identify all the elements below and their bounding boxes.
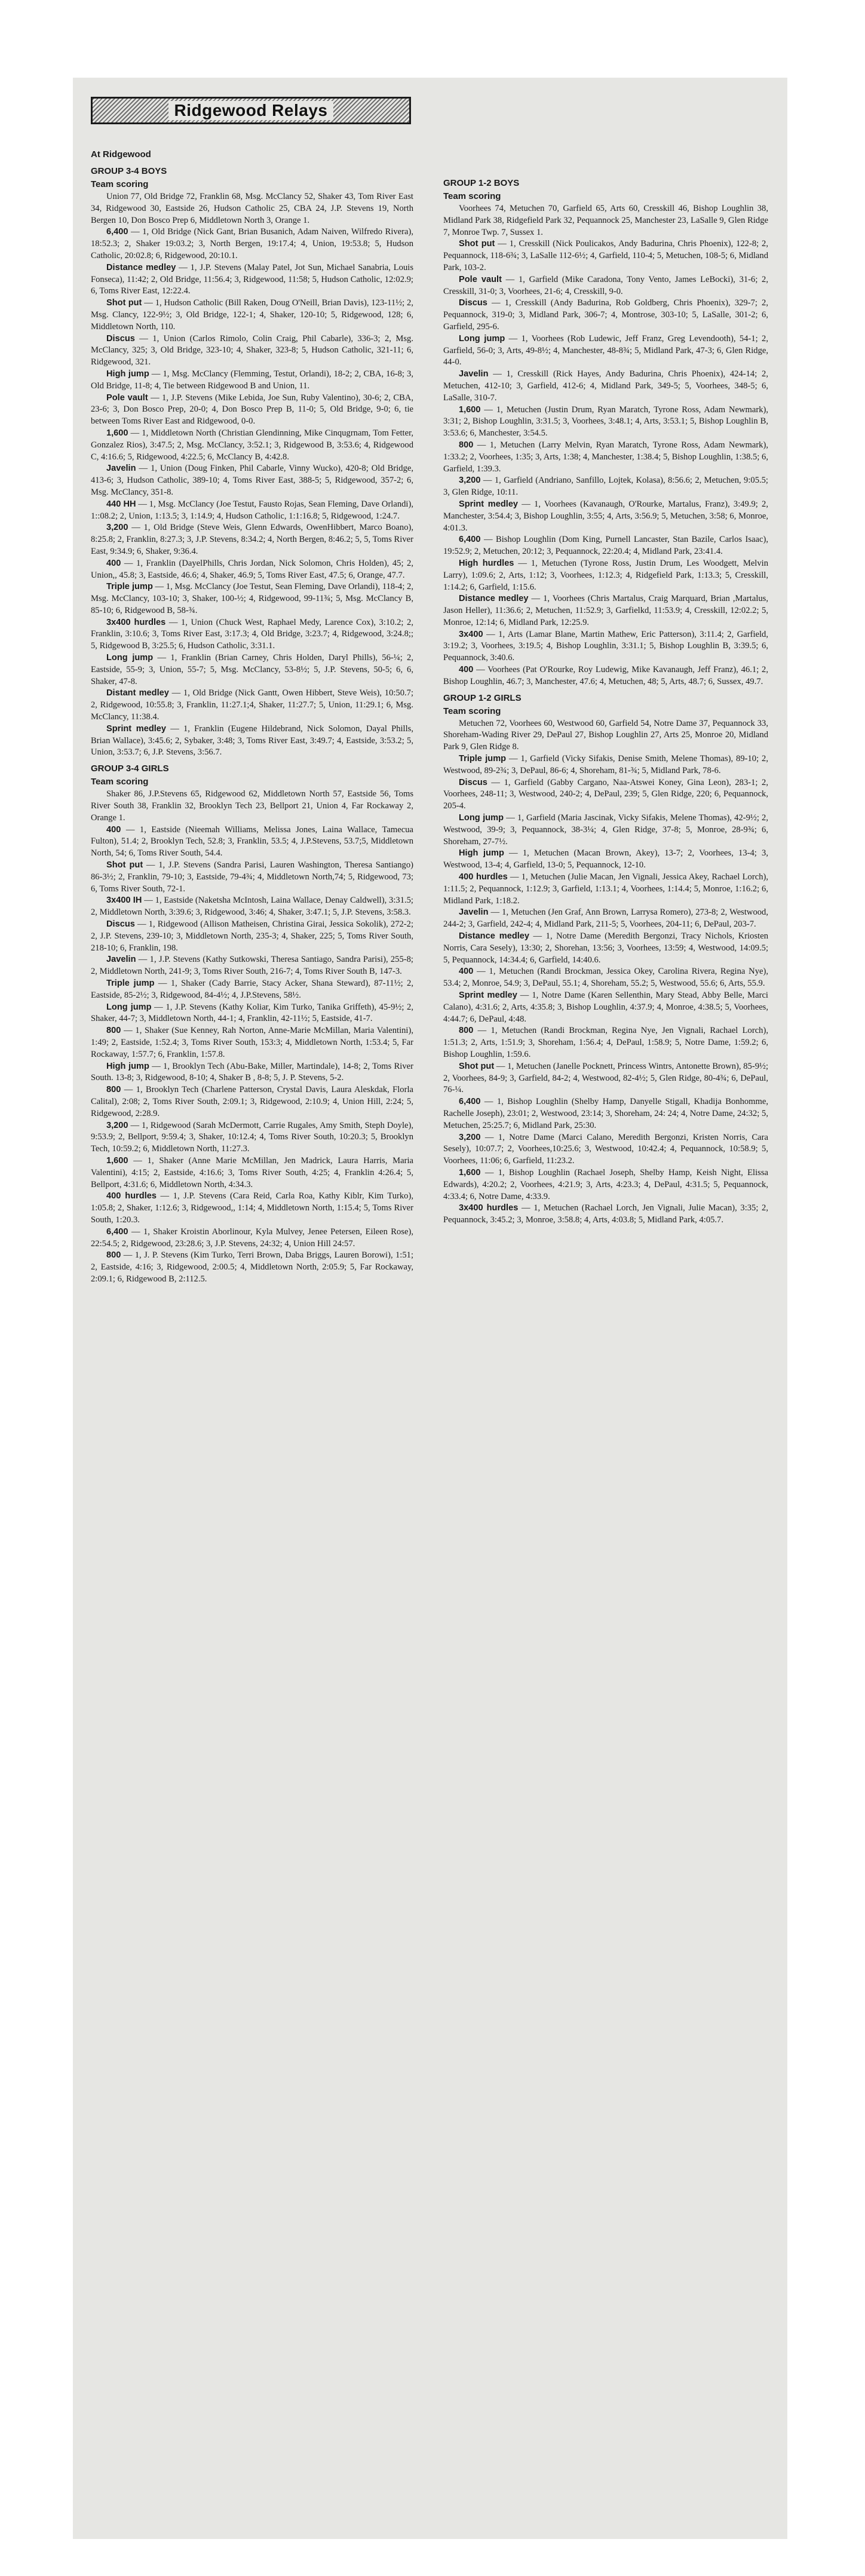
event-result: [91, 688, 413, 723]
section-group-3-4-boys: [91, 165, 413, 759]
event-result: [443, 593, 768, 628]
team-scoring-text: Metuchen 72, Voorhees 60, Westwood 60, Garfield 54, Notre Dame 37, Pequannock 33, Shoreham-Wading River 29, DePaul 27, Bishop Loughlin 27, Arts 25, Monroe 20, Midland Park 9, Glen Ridge 8.: [443, 718, 768, 752]
event-name: 1,600: [459, 1167, 481, 1177]
event-name: 6,400: [106, 227, 128, 237]
event-text: — 1, Metuchen (Larry Melvin, Ryan Maratch, Tyrone Ross, Adam Newmark), 1:33.2; 2, Voorhees, 1:35; 3, Arts, 1:38; 4, Manchester, 1:38.4; 5, Bishop Loughlin, 1:38.5; 6, Garfield, 1:39.3.: [443, 440, 768, 474]
event-text: — 1, Voorhees (Kavanaugh, O'Rourke, Martalus, Franz), 3:49.9; 2, Manchester, 3:54.4; 3, Bishop Loughlin, 3:55; 4, Arts, 3:56.9; 5, Metuchen, 3:58; 6, Monroe, 4:01.3.: [443, 499, 768, 533]
event-name: 400: [106, 558, 121, 568]
event-name: Triple jump: [459, 754, 507, 764]
event-text: — 1, Garfield (Maria Jascinak, Vicky Sifakis, Melene Thomas), 42-9½; 2, Westwood, 39-9; 3, Pequannock, 38-3¼; 4, Glen Ridge, 37-8; 5, Monroe, 28-9¾; 6, Shoreham, 27-7½.: [443, 813, 769, 847]
event-text: — 1, Brooklyn Tech (Abu-Bake, Miller, Martindale), 14-8; 2, Toms River South. 13-8; 3, Ridgewood, 8-10; 4, Shaker B , 8-8; 5, J. P. Stevens, 5-2.: [91, 1061, 413, 1083]
event-name: Shot put: [106, 298, 142, 308]
event-result: [91, 369, 413, 392]
event-name: 3,200: [459, 1132, 481, 1142]
event-name: High jump: [106, 1061, 149, 1071]
event-result: [91, 1025, 413, 1060]
event-result: [91, 652, 413, 688]
event-result: [91, 1061, 413, 1085]
event-result: [443, 333, 768, 369]
event-name: 400 hurdles: [106, 1191, 157, 1201]
event-text: — 1, Msg. McClancy (Joe Testut, Fausto Rojas, Sean Fleming, Dave Orlandi), 1::08.2; 2, Union, 1:13.5; 3, 1:14.9; 4, Hudson Catholic, 1:1:16.8; 5, Ridgewood, 1:24.7.: [91, 499, 413, 521]
event-result: [91, 499, 413, 523]
event-text: — 1, Garfield (Mike Caradona, Tony Vento, James LeBocki), 31-6; 2, Cresskill, 31-0; 3, Voorhees, 21-6; 4, Cresskill, 9-0.: [443, 274, 769, 296]
event-name: 3,200: [106, 523, 128, 533]
event-result: [91, 895, 413, 919]
event-result: [443, 931, 768, 966]
event-text: — 1, Notre Dame (Meredith Bergonzi, Tracy Nichols, Kriosten Norris, Cara Sesely), 13:30; 2, Shorehan, 13:56; 3, Voorhees, 13:59; 4, Westwood, 14:09.5; 5, Pequannock, 14:34.4; 6, Garfield, 14:40.6.: [443, 931, 768, 965]
team-scoring-text: Shaker 86, J.P.Stevens 65, Ridgewood 62, Middletown North 57, Eastside 56, Toms River South 38, Franklin 32, Brooklyn Tech 23, Bellport 21, Union 4, Far Rockaway 2, Orange 1.: [91, 789, 413, 823]
event-text: — 1, Garfield (Andriano, Sanfillo, Lojtek, Kolasa), 8:56.6; 2, Metuchen, 9:05.5; 3, Glen Ridge, 10:11.: [443, 476, 768, 498]
event-result: [91, 1120, 413, 1155]
event-result: [91, 723, 413, 759]
section-title: GROUP 3-4 GIRLS: [91, 763, 169, 774]
event-result: [91, 919, 413, 954]
event-result: [91, 558, 413, 582]
event-name: Discus: [106, 333, 135, 344]
event-text: — 1, Metuchen (Randi Brockman, Regina Nye, Jen Vignali, Rachael Lorch), 1:51.3; 2, Arts, 1:51.9; 3, Shoreham, 1:56.4; 4, DePaul, 1:58.9; 5, Notre Dame, 1:59.2; 6, Bishop Loughlin, 1:59.6.: [443, 1026, 768, 1059]
event-name: Long jump: [459, 813, 504, 823]
event-text: — 1, J.P. Stevens (Kathy Sutkowski, Theresa Santiago, Sandra Parisi), 255-8; 2, Middletown North, 241-9; 3, Toms River South, 216-7; 4, Toms River South B, 147-3.: [91, 955, 413, 977]
event-result: [443, 777, 768, 812]
event-text: — 1, Cresskill (Nick Poulicakos, Andy Badurina, Chris Phoenix), 122-8; 2, Pequannock, 118-6¾; 3, LaSalle 112-6½; 4, Garfield, 110-4; 5, Metuchen, 108-5; 6, Midland Park, 103-2.: [443, 239, 768, 272]
event-result: [443, 753, 768, 777]
event-result: [443, 629, 768, 664]
team-scoring-label: Team scoring: [91, 179, 149, 189]
event-name: Sprint medley: [459, 499, 519, 509]
event-text: — 1, J.P. Stevens (Malay Patel, Jot Sun, Michael Sanabria, Louis Fonseca), 11:42; 2, Old Bridge, 11:56.4; 3, Ridgewood, 11:58; 5, Hudson Catholic, 12:02.9; 6, Toms River East, 12:22.4.: [91, 262, 414, 296]
event-result: [91, 428, 413, 463]
event-text: — 1, Ridgewood (Sarah McDermott, Carrie Rugales, Amy Smith, Steph Doyle), 9:53.9; 2, Bellport, 9:59.4; 3, Shaker, 10:12.4; 4, Toms River South, 10:20.3; 5, Brooklyn Tech, 10:59.2; 6, Middletown North, 11:27.3.: [91, 1120, 413, 1154]
event-text: — 1, Eastside (Naketsha McIntosh, Laina Wallace, Denay Caldwell), 3:31.5; 2, Middletown North, 3:39.6; 3, Ridgewood, 3:46; 4, Shaker, 3:47.1; 5, J.P. Stevens, 3:58.3.: [91, 896, 413, 918]
event-text: — 1, Union (Chuck West, Raphael Medy, Larence Cox), 3:10.2; 2, Franklin, 3:10.6; 3, Toms River East, 3:17.3; 4, Old Bridge, 3:23.7; 4, Ridgewood, 3:24.8;; 5, Ridgewood B, 3:25.5; 6, Hudson Catholic, 3:31.1.: [91, 617, 413, 651]
event-result: [91, 333, 413, 369]
event-name: Long jump: [459, 333, 505, 344]
event-name: 1,600: [106, 428, 128, 438]
event-result: [443, 812, 768, 848]
event-text: — 1, Eastside (Nieemah Williams, Melissa Jones, Laina Wallace, Tamecua Fulton), 51.4; 2, Brooklyn Tech, 52.8; 3, Franklin, 53.5; 4, J.P.Stevens, 53.7;5, Middletown North, 54; 6, Toms River South, 54.4.: [91, 824, 413, 858]
event-result: [443, 1167, 768, 1203]
event-text: — 1, Arts (Lamar Blane, Martin Mathew, Eric Patterson), 3:11.4; 2, Garfield, 3:19.2; 3, Voorhees, 3:19.5; 4, Bishop Loughlin, 3:31.1; 5, Bishop Loughlin B, 3:39.5; 6, Pequannock, 3:40.6.: [443, 629, 768, 663]
event-result: [91, 226, 413, 262]
event-result: [91, 298, 413, 333]
event-result: [91, 954, 413, 978]
event-text: — 1, J. P. Stevens (Kim Turko, Terri Brown, Daba Briggs, Lauren Borowi), 1:51; 2, Eastside, 4:16; 3, Ridgewood, 2:00.5; 4, Middletown North, 2:05.9; 5, Far Rockaway, 2:09.1; 6, Ridgewood B, 2:112.5.: [91, 1250, 413, 1284]
event-text: — 1, Middletown North (Christian Glendinning, Mike Cinqugrnam, Tom Fetter, Gonzalez Rios), 3:47.5; 2, Msg. McClancy, 3:52.1; 3, Ridgewood B, 3:53.6; 4, Ridgewood C, 4:16.6; 5, Ridgewood, 4:22.5; 6, McClancy B, 4:42.8.: [91, 428, 413, 462]
event-name: Sprint medley: [459, 990, 517, 1000]
event-name: Discus: [459, 777, 487, 787]
event-text: — 1, Metuchen (Randi Brockman, Jessica Okey, Carolina Rivera, Regina Nye), 53.4; 2, Monroe, 54.9; 3, DePaul, 55.1; 4, Shoreham, 55.2; 5, Westwood, 55.6; 6, Arts, 55.9.: [443, 967, 768, 989]
event-name: 800: [106, 1085, 121, 1095]
event-name: Sprint medley: [106, 723, 167, 734]
event-name: High jump: [106, 369, 149, 379]
event-text: — 1, Bishop Loughlin (Shelby Hamp, Danyelle Stigall, Khadija Bonhomme, Rachelle Joseph), 23:01; 2, Westwood, 23:14; 3, Shoreham, 24: 24; 4, Notre Dame, 24:32; 5, Metuchen, 25:25.7; 6, Midland Park, 25:30.: [443, 1097, 768, 1130]
event-text: — 1, Franklin (Brian Carney, Chris Holden, Daryl Phills), 56-¼; 2, Eastside, 55-9; 3, Union, 55-7; 5, Msg. McClancy, 53-8½; 5, J.P. Stevens, 50-5; 6, 6, Shaker, 47-8.: [91, 653, 413, 686]
event-name: Discus: [106, 919, 135, 930]
event-name: Distance medley: [459, 594, 529, 604]
event-text: — 1, Cresskill (Rick Hayes, Andy Badurina, Chris Phoenix), 424-14; 2, Metuchen, 412-10; 3, Garfield, 412-6; 4, Midland Park, 349-5; 5, Voorhees, 348-5; 6, LaSalle, 310-7.: [443, 369, 768, 403]
event-name: 3x400 hurdles: [106, 617, 166, 627]
event-result: [91, 860, 413, 895]
team-scoring-label: Team scoring: [443, 191, 501, 201]
event-name: 1,600: [459, 404, 481, 415]
event-text: — 1, Metuchen (Janelle Pocknett, Princess Wintrs, Antonette Brown), 85-9½; 2, Voorhees, 84-9; 3, Garfield, 84-2; 4, Westwood, 82-4½; 5, Glen Ridge, 80-4¾; 6, DePaul, 76-¼.: [443, 1061, 768, 1095]
event-name: Shot put: [459, 1061, 495, 1071]
event-name: Distance medley: [459, 931, 530, 942]
event-name: 440 HH: [106, 499, 136, 509]
event-name: Long jump: [106, 1002, 152, 1012]
newspaper-clipping: [73, 78, 787, 2539]
event-result: [443, 1132, 768, 1167]
event-result: [443, 1203, 768, 1226]
section-title: GROUP 1-2 BOYS: [443, 178, 520, 188]
event-result: [91, 463, 413, 498]
event-result: [443, 475, 768, 499]
event-text: — 1, Brooklyn Tech (Charlene Patterson, Crystal Davis, Laura Aleskdak, Florla Calital), 2:08; 2, Toms River South, 2:09.1; 3, Ridgewood, 2:10.9; 4, Union Hill, 2:24; 5, Ridgewood, 2:28.9.: [91, 1085, 413, 1118]
event-name: 6,400: [459, 1097, 481, 1107]
team-scoring-label: Team scoring: [443, 706, 501, 716]
column-right: [443, 173, 768, 1226]
event-name: Pole vault: [459, 274, 502, 284]
event-name: 800: [459, 440, 474, 450]
event-result: [443, 274, 768, 298]
column-left: [91, 145, 413, 1286]
event-text: — 1, Old Bridge (Nick Gantt, Owen Hibbert, Steve Weis), 10:50.7; 2, Ridgewood, 10:55.8; 3, Franklin, 11:27.1;4, Shaker, 11:27.7; 5, Union, 11:29.1; 6, Msg. McClancy, 11:38.4.: [91, 688, 414, 722]
event-name: Triple jump: [106, 979, 155, 988]
event-name: 400: [106, 824, 121, 835]
event-text: — 1, Metuchen (Justin Drum, Ryan Maratch, Tyrone Ross, Adam Newmark), 3:31; 2, Bishop Loughlin, 3:31.5; 3, Voorhees, 3:48.1; 4, Arts, 3:53.1; 5, Bishop Loughlin B, 3:53.6; 6, Manchester, 3:54.5.: [443, 404, 768, 438]
event-name: High jump: [459, 848, 504, 858]
event-text: — 1, Union (Carlos Rimolo, Colin Craig, Phil Cabarle), 336-3; 2, Msg. McClancy, 325; 3, Old Bridge, 323-10; 4, Shaker, 323-8; 5, Hudson Catholic, 321-11; 6, Ridgewood, 321.: [91, 333, 413, 367]
event-text: — 1, J.P. Stevens (Mike Lebida, Joe Sun, Ruby Valentino), 30-6; 2, CBA, 23-6; 3, Don Bosco Prep, 20-0; 4, Don Bosco Prep B, 11-0; 5, Old Bridge, 9-0; 6, tie between Toms River East and Ridgewood, 0-0.: [91, 392, 413, 427]
event-result: [443, 440, 768, 475]
event-text: — 1, Franklin (DayelPhills, Chris Jordan, Nick Solomon, Chris Holden), 45; 2, Union,, 45.8; 3, Eastside, 46.6; 4, Shaker, 46.9; 5, Toms River East, 47.5; 6, Orange, 47.7.: [91, 558, 413, 580]
event-name: 400: [459, 665, 474, 675]
event-result: [443, 369, 768, 404]
event-result: [91, 978, 413, 1002]
team-scoring-text: Voorhees 74, Metuchen 70, Garfield 65, Arts 60, Cresskill 46, Bishop Loughlin 38, Midland Park 38, Ridgefield Park 32, Pequannock 25, Manchester 23, LaSalle 9, Glen Ridge 7, Monroe Twp. 7, Sussex 1.: [443, 204, 768, 237]
event-result: [443, 558, 768, 593]
event-result: [443, 990, 768, 1025]
event-text: — 1, Old Bridge (Nick Gant, Brian Busanich, Adam Naiven, Wilfredo Rivera), 18:52.3; 2, Shaker 19:03.2; 3, North Bergen, 19:17.4; 4, Union, 19:53.8; 5, Hudson Catholic, 20:02.8; 6, Ridgewood, 20:10.1.: [91, 227, 413, 260]
event-result: [443, 907, 768, 931]
event-text: — 1, Notre Dame (Marci Calano, Meredith Bergonzi, Kristen Norris, Cara Sesely), 10:07.7; 2, Voorhees,10:25.6; 3, Westwood, 10:42.4; 4, Pequannock, 10:58.9; 5, Voorhees, 11:06; 6, Garfield, 11:23.2.: [443, 1132, 768, 1166]
event-text: — 1, Ridgewood (Allison Matheisen, Christina Girai, Jessica Sokolik), 272-2; 2, J.P. Stevens, 239-10; 3, Middletown North, 235-3; 4, Shaker, 225; 5, Toms River South, 218-10; 6, Franklin, 198.: [91, 919, 413, 953]
event-name: Distance medley: [106, 262, 176, 272]
event-result: [91, 392, 413, 428]
event-result: [443, 499, 768, 534]
event-text: — 1, Shaker Kroistin Aborlinour, Kyla Mulvey, Jenee Petersen, Eileen Rose), 22:54.5; 2, Ridgewood, 23:28.6; 3, J.P. Stevens, 24:32; 4, Union Hill 24:57.: [91, 1226, 413, 1249]
event-text: — 1, Metuchen (Julie Macan, Jen Vignali, Jessica Akey, Rachael Lorch), 1:11.5; 2, Pequannock, 1:12.9; 3, Garfield, 1:13.1; 4, Voorhees, 1:14.4; 5, Monroe, 1:16.2; 6, Midland Park, 1:18.2.: [443, 872, 768, 906]
event-name: 800: [106, 1250, 121, 1261]
event-text: — 1, Bishop Loughlin (Rachael Joseph, Shelby Hamp, Keish Night, Elissa Edwards), 4:20.2; 2, Voorhees, 4:21.9; 3, Arts, 4:23.3; 4, DePaul, 4:31.5; 5, Pequannock, 4:33.4; 6, Notre Dame, 4:33.9.: [443, 1167, 768, 1201]
event-text: — 1, J.P. Stevens (Sandra Parisi, Lauren Washington, Theresa Santiango) 86-3½; 2, Franklin, 79-10; 3, Eastside, 79-4¾; 4, Middletown North,74; 5, Ridgewood, 73; 6, Toms River South, 72-1.: [91, 860, 413, 894]
event-result: [91, 1250, 413, 1285]
event-name: 3x400 hurdles: [459, 1203, 519, 1213]
event-result: [91, 522, 413, 557]
event-text: — 1, Franklin (Eugene Hildebrand, Nick Solomon, Dayal Phills, Brian Wallace), 3:45.6; 2, Sybaker, 3:48; 3, Toms River East, 3:49.7; 4, Eastside, 3:53.2; 5, Union, 3:53.7; 6, J.P. Stevens, 3:56.7.: [91, 723, 413, 758]
event-name: 1,600: [106, 1155, 128, 1166]
event-name: Pole vault: [106, 392, 148, 403]
section-title: GROUP 1-2 GIRLS: [443, 692, 522, 703]
event-text: — 1, Garfield (Gabby Cargano, Naa-Atswei Koney, Gina Leon), 283-1; 2, Voorhees, 248-11; 3, Westwood, 240-2; 4, DePaul, 239; 5, Glen Ridge, 220; 6, Pequannock, 205-4.: [443, 777, 768, 811]
event-name: 800: [459, 1026, 474, 1036]
event-result: [91, 1226, 413, 1250]
event-text: — 1, Garfield (Vicky Sifakis, Denise Smith, Melene Thomas), 89-10; 2, Westwood, 89-2¾; 3, DePaul, 86-6; 4, Shoreham, 81-¾; 5, Midland Park, 78-6.: [443, 754, 768, 775]
event-text: — 1, Msg. McClancy (Joe Testut, Sean Fleming, Dave Orlandi), 118-4; 2, Msg. McClancy, 103-10; 3, Shaker, 100-½; 4, Ridgewood, 99-11¾; 5, Msg. McClancy B, 85-10; 6, Ridgewood B, 58-¾.: [91, 582, 414, 615]
event-result: [443, 1096, 768, 1131]
event-result: [91, 824, 413, 860]
event-text: — 1, Union (Doug Finken, Phil Cabarle, Vinny Wucko), 420-8; Old Bridge, 413-6; 3, Hudson Catholic, 389-10; 4, Toms River East, 388-5; 5, Ridgewood, 357-2; 6, Msg. McClancy, 351-8.: [91, 464, 413, 497]
event-name: 3,200: [459, 476, 481, 486]
event-name: 6,400: [106, 1226, 128, 1237]
event-text: — 1, Notre Dame (Karen Sellenthin, Mary Stead, Abby Belle, Marci Calano), 4:31.6; 2, Arts, 4:35.8; 3, Bishop Loughlin, 4:37.9; 4, Monroe, 4:38.5; 5, Voorhees, 4:44.7; 6, DePaul, 4:48.: [443, 990, 768, 1024]
event-text: — 1, Voorhees (Chris Martalus, Craig Marquard, Brian ,Martalus, Jason Heller), 11:36.6; 2, Metuchen, 11:52.9; 3, Garfielkd, 11:53.9; 4, Cresskill, 12:02.2; 5, Monroe, 12:14; 6, Midland Park, 12:25.9.: [443, 594, 768, 627]
event-text: — 1, J.P. Stevens (Cara Reid, Carla Roa, Kathy Kiblr, Kim Turko), 1:05.8; 2, Shaker, 1:12.6; 3, Ridgewood,, 1:14; 4, Middletown North, 1:15.4; 5, Toms River South, 1:20.3.: [91, 1191, 413, 1225]
section-title: GROUP 3-4 BOYS: [91, 166, 167, 176]
event-text: — 1, Shaker (Sue Kenney, Rah Norton, Anne-Marie McMillan, Maria Valentini), 1:49; 2, Eastside, 1:52.4; 3, Toms River South, 153:3; 4, Middletown North, 1:53.4; 5, Far Rockaway, 1:57.7; 6, Franklin, 1:57.8.: [91, 1026, 413, 1059]
event-name: 6,400: [459, 535, 481, 545]
event-name: Long jump: [106, 653, 154, 663]
event-name: 3x400: [459, 629, 483, 639]
event-text: — 1, Metuchen (Jen Graf, Ann Brown, Larrysa Romero), 273-8; 2, Westwood, 244-2; 3, Garfield, 242-4; 4, Midland Park, 211-5; 5, Voorhees, 204-11; 6, DePaul, 203-7.: [443, 907, 768, 930]
section-group-1-2-girls: [443, 692, 768, 1226]
event-text: — 1, Metuchen (Rachael Lorch, Jen Vignali, Julie Macan), 3:35; 2, Pequannock, 3:45.2; 3, Monroe, 3:58.8; 4, Arts, 4:03.8; 5, Midland Park, 4:05.7.: [443, 1203, 768, 1225]
team-scoring-text: Union 77, Old Bridge 72, Franklin 68, Msg. McClancy 52, Shaker 43, Tom River East 34, Ridgewood 30, Eastside 26, Hudson Catholic 25, CBA 24, J.P. Stevens 19, North Bergen 10, Don Bosco Prep 6, Middletown North 3, Orange 1.: [91, 192, 413, 225]
event-name: 800: [106, 1026, 121, 1036]
event-result: [443, 404, 768, 440]
event-name: 400: [459, 967, 474, 977]
event-text: — 1, Metuchen (Macan Brown, Akey), 13-7; 2, Voorhees, 13-4; 3, Westwood, 13-4; 4, Garfield, 13-0; 5, Pequannock, 12-10.: [443, 848, 768, 870]
event-name: Discus: [459, 298, 487, 308]
event-name: 400 hurdles: [459, 872, 508, 882]
event-result: [443, 848, 768, 872]
event-name: Javelin: [459, 907, 489, 918]
event-name: 3,200: [106, 1120, 128, 1130]
event-result: [91, 1002, 413, 1026]
event-text: — 1, Voorhees (Rob Ludewic, Jeff Franz, Greg Levendooth), 54-1; 2, Garfield, 56-0; 3, Arts, 49-8½; 4, Manchester, 48-8¾; 5, Midland Park, 47-3; 6, Glen Ridge, 44-0.: [443, 333, 768, 367]
event-text: — 1, Hudson Catholic (Bill Raken, Doug O'Neill, Brian Davis), 123-11½; 2, Msg. Clancy, 122-9½; 3, Old Bridge, 122-1; 4, Shaker, 120-10; 5, Ridgewood, 128; 6, Middletown North, 110.: [91, 298, 414, 332]
event-name: High hurdles: [459, 558, 514, 568]
event-text: — 1, J.P. Stevens (Kathy Koliar, Kim Turko, Tanika Griffeth), 45-9½; 2, Shaker, 44-7; 3, Middletown North, 44-1; 4, Franklin, 42-11½; 5, Eastside, 41-7.: [91, 1002, 413, 1024]
event-result: [443, 966, 768, 990]
banner-title: Ridgewood Relays: [168, 101, 334, 120]
event-result: [91, 1191, 413, 1226]
event-name: Shot put: [459, 239, 495, 249]
event-name: 3x400 IH: [106, 896, 142, 906]
event-result: [443, 298, 768, 333]
event-name: Javelin: [106, 955, 136, 965]
event-text: — 1, Old Bridge (Steve Weis, Glenn Edwards, OwenHibbert, Marco Boano), 8:25.8; 2, Franklin, 8:27.3; 3, J.P. Stevens, 8:34.2; 4, North Bergen, 8:46.2; 5, 5, Toms River East, 9:34.9; 6, Shaker, 9:36.4.: [91, 523, 413, 556]
event-text: — 1, Shaker (Cady Barrie, Stacy Acker, Shana Steward), 87-11½; 2, Eastside, 85-2½; 3, Ridgewood, 84-4½; 4, J.P.Stevens, 58½.: [91, 979, 413, 1000]
event-text: — 1, Metuchen (Tyrone Ross, Justin Drum, Les Woodgett, Melvin Larry), 1:09.6; 2, Arts, 1:12; 3, Voorhees, 1:12.3; 4, Ridgefield Park, 1:13.3; 5, Cresskill, 1:14.2; 6, Garfield, 1:15.6.: [443, 558, 768, 592]
section-group-1-2-boys: [443, 177, 768, 688]
event-result: [443, 534, 768, 558]
event-result: [443, 1025, 768, 1060]
section-group-3-4-girls: [91, 762, 413, 1285]
event-name: Shot put: [106, 860, 143, 870]
event-text: — Bishop Loughlin (Dom King, Purnell Lancaster, Stan Bazile, Carlos Isaac), 19:52.9; 2, Metuchen, 20:12; 3, Pequannock, 22:20.4; 4, Midland Park, 23:41.4.: [443, 535, 768, 557]
location-heading: At Ridgewood: [91, 149, 151, 160]
banner: [91, 97, 411, 124]
event-result: [443, 664, 768, 688]
event-result: [443, 1061, 768, 1096]
event-text: — 1, Msg. McClancy (Flemming, Testut, Orlandi), 18-2; 2, CBA, 16-8; 3, Old Bridge, 11-8; 4, Tie between Ridgewood B and Union, 11.: [91, 369, 413, 391]
event-name: Distant medley: [106, 688, 169, 698]
event-name: Triple jump: [106, 582, 153, 592]
event-result: [91, 1155, 413, 1191]
event-text: — Voorhees (Pat O'Rourke, Roy Ludewig, Mike Kavanaugh, Jeff Franz), 46.1; 2, Bishop Loughlin, 46.7; 3, Manchester, 47.6; 4, Metuchen, 48; 5, Arts, 48.7; 6, Sussex, 49.7.: [443, 665, 768, 686]
event-result: [91, 1084, 413, 1120]
event-result: [443, 872, 768, 907]
event-name: Javelin: [106, 464, 136, 474]
event-name: Javelin: [459, 369, 489, 379]
event-result: [91, 581, 413, 617]
event-result: [91, 617, 413, 652]
event-text: — 1, Shaker (Anne Marie McMillan, Jen Madrick, Laura Harris, Maria Valentini), 4:15; 2, Eastside, 4:16.6; 3, Toms River South, 4:25; 4, Franklin 4:26.4; 5, Bellport, 4:31.6; 6, Middletown North, 4:34.3.: [91, 1155, 413, 1189]
event-result: [91, 262, 413, 298]
event-result: [443, 238, 768, 274]
event-text: — 1, Cresskill (Andy Badurina, Rob Goldberg, Chris Phoenix), 329-7; 2, Pequannock, 319-0; 3, Midland Park, 306-7; 4, Montrose, 303-10; 5, LaSalle, 301-2; 6, Garfield, 295-6.: [443, 298, 768, 332]
team-scoring-label: Team scoring: [91, 777, 149, 787]
